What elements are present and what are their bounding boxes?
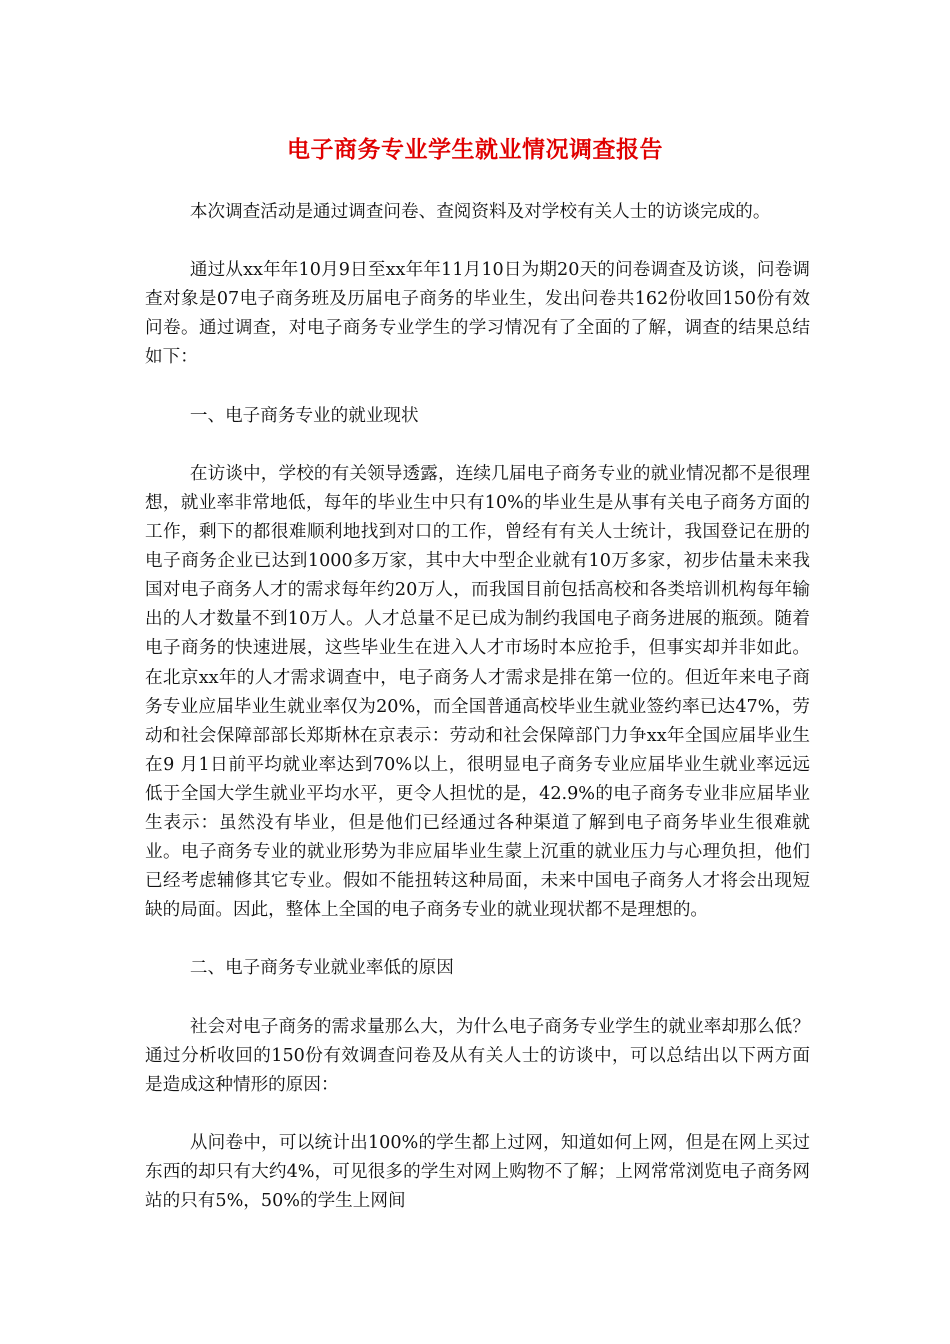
document-title: 电子商务专业学生就业情况调查报告	[287, 137, 663, 163]
paragraph-reasons-intro: 社会对电子商务的需求量那么大，为什么电子商务专业学生的就业率却那么低？通过分析收回的150份有效调查问卷及从有关人士的访谈中，可以总结出以下两方面是造成这种情形的原因：	[145, 1016, 810, 1095]
paragraph-employment-status: 在访谈中，学校的有关领导透露，连续几届电子商务专业的就业情况都不是很理想，就业率非常地低，每年的毕业生中只有10%的毕业生是从事有关电子商务方面的工作，剩下的都很难顺利地找到对口的工作，曾经有有关人士统计，我国登记在册的电子商务企业已达到1000多万家，其中大中型企业就有10万多家，初步估量未来我国对电子商务人才的需求每年约20万人，而我国目前包括高校和各类培训机构每年输出的人才数量不到10万人。人才总量不足已成为制约我国电子商务进展的瓶颈。随着电子商务的快速进展，这些毕业生在进入人才市场时本应抢手，但事实却并非如此。在北京xx年的人才需求调查中，电子商务人才需求是排在第一位的。但近年来电子商务专业应届毕业生就业率仅为20%，而全国普通高校毕业生就业签约率已达47%，劳动和社会保障部部长郑斯林在京表示：劳动和社会保障部门力争xx年全国应届毕业生在9 月1日前平均就业率达到70%以上，很明显电子商务专业应届毕业生就业率远远低于全国大学生就业平均水平，更令人担忧的是，42.9%的电子商务专业非应届毕业生表示：虽然没有毕业，但是他们已经通过各种渠道了解到电子商务毕业生很难就业。电子商务专业的就业形势为非应届毕业生蒙上沉重的就业压力与心理负担，他们已经考虑辅修其它专业。假如不能扭转这种局面，未来中国电子商务人才将会出现短缺的局面。因此，整体上全国的电子商务专业的就业现状都不是理想的。	[145, 463, 810, 921]
section-heading-status: 一、电子商务专业的就业现状	[189, 405, 419, 426]
paragraph-questionnaire-findings: 从问卷中，可以统计出100%的学生都上过网，知道如何上网，但是在网上买过东西的却只有大约4%，可见很多的学生对网上购物不了解；上网常常浏览电子商务网站的只有5%，50%的学生上网间	[145, 1133, 810, 1212]
paragraph-intro: 本次调查活动是通过调查问卷、查阅资料及对学校有关人士的访谈完成的。	[189, 202, 771, 222]
document-body	[145, 198, 810, 1245]
section-heading-reasons: 二、电子商务专业就业率低的原因	[189, 958, 454, 979]
paragraph-survey-method: 通过从xx年年10月9日至xx年年11月10日为期20天的问卷调查及访谈，问卷调查对象是07电子商务班及历届电子商务的毕业生，发出问卷共162份收回150份有效问卷。通过调查，对电子商务专业学生的学习情况有了全面的了解，调查的结果总结如下：	[145, 260, 810, 368]
